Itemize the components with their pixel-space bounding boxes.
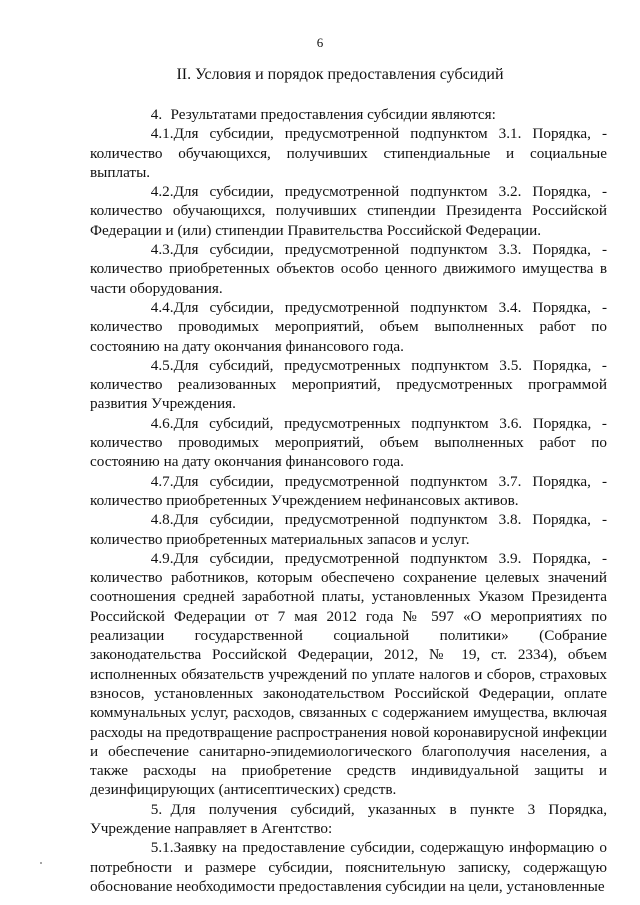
paragraph-4-7 [90, 472, 607, 511]
paragraph-text: Для субсидии, предусмотренной подпунктом 3.1. Порядка, - количество обучающихся, получивших стипендиальные и социальные выплаты. [90, 125, 607, 181]
page-number: 6 [316, 35, 324, 50]
paragraph-4-2 [90, 182, 607, 240]
paragraph-text: Для субсидии, предусмотренной подпунктом 3.3. Порядка, - количество приобретенных объектов особо ценного движимого имущества в части оборудования. [90, 241, 607, 297]
section-heading: II. Условия и порядок предоставления субсидий [176, 66, 504, 83]
paragraph-text: Для субсидии, предусмотренной подпунктом 3.9. Порядка, - количество работников, которым обеспечено сохранение целевых значений соотношения средней заработной платы, установленных Указом Президента Российской Федерации от 7 мая 2012 года № 597 «О мероприятиях по реализации государственной социальной политики» (Собрание законодательства Российской Федерации, 2012, № 19, ст. 2334), объем исполненных обязательств учреждений по уплате налогов и сборов, страховых взносов, установленных законодательством Российской Федерации, оплате коммунальных услуг, расходов, связанных с содержанием имущества, включая расходы на предотвращение распространения новой коронавирусной инфекции и обеспечение санитарно-эпидемиологического благополучия населения, а также расходы на приобретение средств индивидуальной защиты и дезинфицирующих (антисептических) средств. [90, 549, 607, 799]
paragraph-4-5 [90, 356, 607, 414]
paragraph-text: Результатами предоставления субсидии являются: [170, 106, 496, 123]
paragraph-number: 5.1. [150, 839, 174, 857]
paragraph-number: 4.4. [150, 298, 174, 316]
paragraph-number: 4.5. [150, 356, 174, 374]
paragraph-number: 4.8. [150, 511, 174, 529]
paragraph-text: Для субсидий, предусмотренных подпунктом 3.6. Порядка, - количество проводимых мероприятий, объем выполненных работ по состоянию на дату окончания финансового года. [90, 414, 607, 471]
scan-mark [40, 862, 42, 864]
paragraph-number: 4.9. [150, 549, 174, 567]
paragraph-number: 4.3. [150, 241, 174, 259]
paragraph-number: 4.7. [150, 472, 174, 490]
paragraph-5-1 [90, 838, 607, 896]
paragraph-number: 4.2. [150, 183, 174, 201]
document-body [90, 105, 607, 896]
paragraph-text: Для субсидии, предусмотренной подпунктом 3.2. Порядка, - количество обучающихся, получивших стипендии Президента Российской Федерации и (или) стипендии Правительства Российской Федерации. [90, 183, 607, 239]
paragraph-4-4 [90, 298, 607, 356]
paragraph-text: Для субсидий, предусмотренных подпунктом 3.5. Порядка, - количество реализованных мероприятий, предусмотренных программой развития Учреждения. [90, 356, 607, 413]
paragraph-number: 4. [150, 106, 163, 123]
paragraph-4-9 [90, 549, 607, 800]
paragraph-text: Заявку на предоставление субсидии, содержащую информацию о потребности и размере субсидии, пояснительную записку, содержащую обоснование необходимости предоставления субсидии на цели, установленные [90, 839, 607, 895]
paragraph-4-8 [90, 510, 607, 549]
paragraph-text: Для получения субсидий, указанных в пункте 3 Порядка, Учреждение направляет в Агентство: [90, 800, 607, 837]
paragraph-text: Для субсидии, предусмотренной подпунктом 3.8. Порядка, - количество приобретенных материальных запасов и услуг. [90, 511, 607, 548]
paragraph-text: Для субсидии, предусмотренной подпунктом 3.4. Порядка, - количество проводимых мероприятий, объем выполненных работ по состоянию на дату окончания финансового года. [90, 298, 607, 355]
paragraph-4 [90, 105, 607, 124]
paragraph-text: Для субсидии, предусмотренной подпунктом 3.7. Порядка, - количество приобретенных Учреждением нефинансовых активов. [90, 472, 607, 509]
paragraph-4-6 [90, 414, 607, 472]
paragraph-5 [90, 800, 607, 839]
paragraph-number: 4.6. [150, 414, 174, 432]
paragraph-number: 5. [150, 800, 163, 818]
paragraph-4-1 [90, 124, 607, 182]
paragraph-4-3 [90, 240, 607, 298]
paragraph-number: 4.1. [150, 125, 174, 143]
